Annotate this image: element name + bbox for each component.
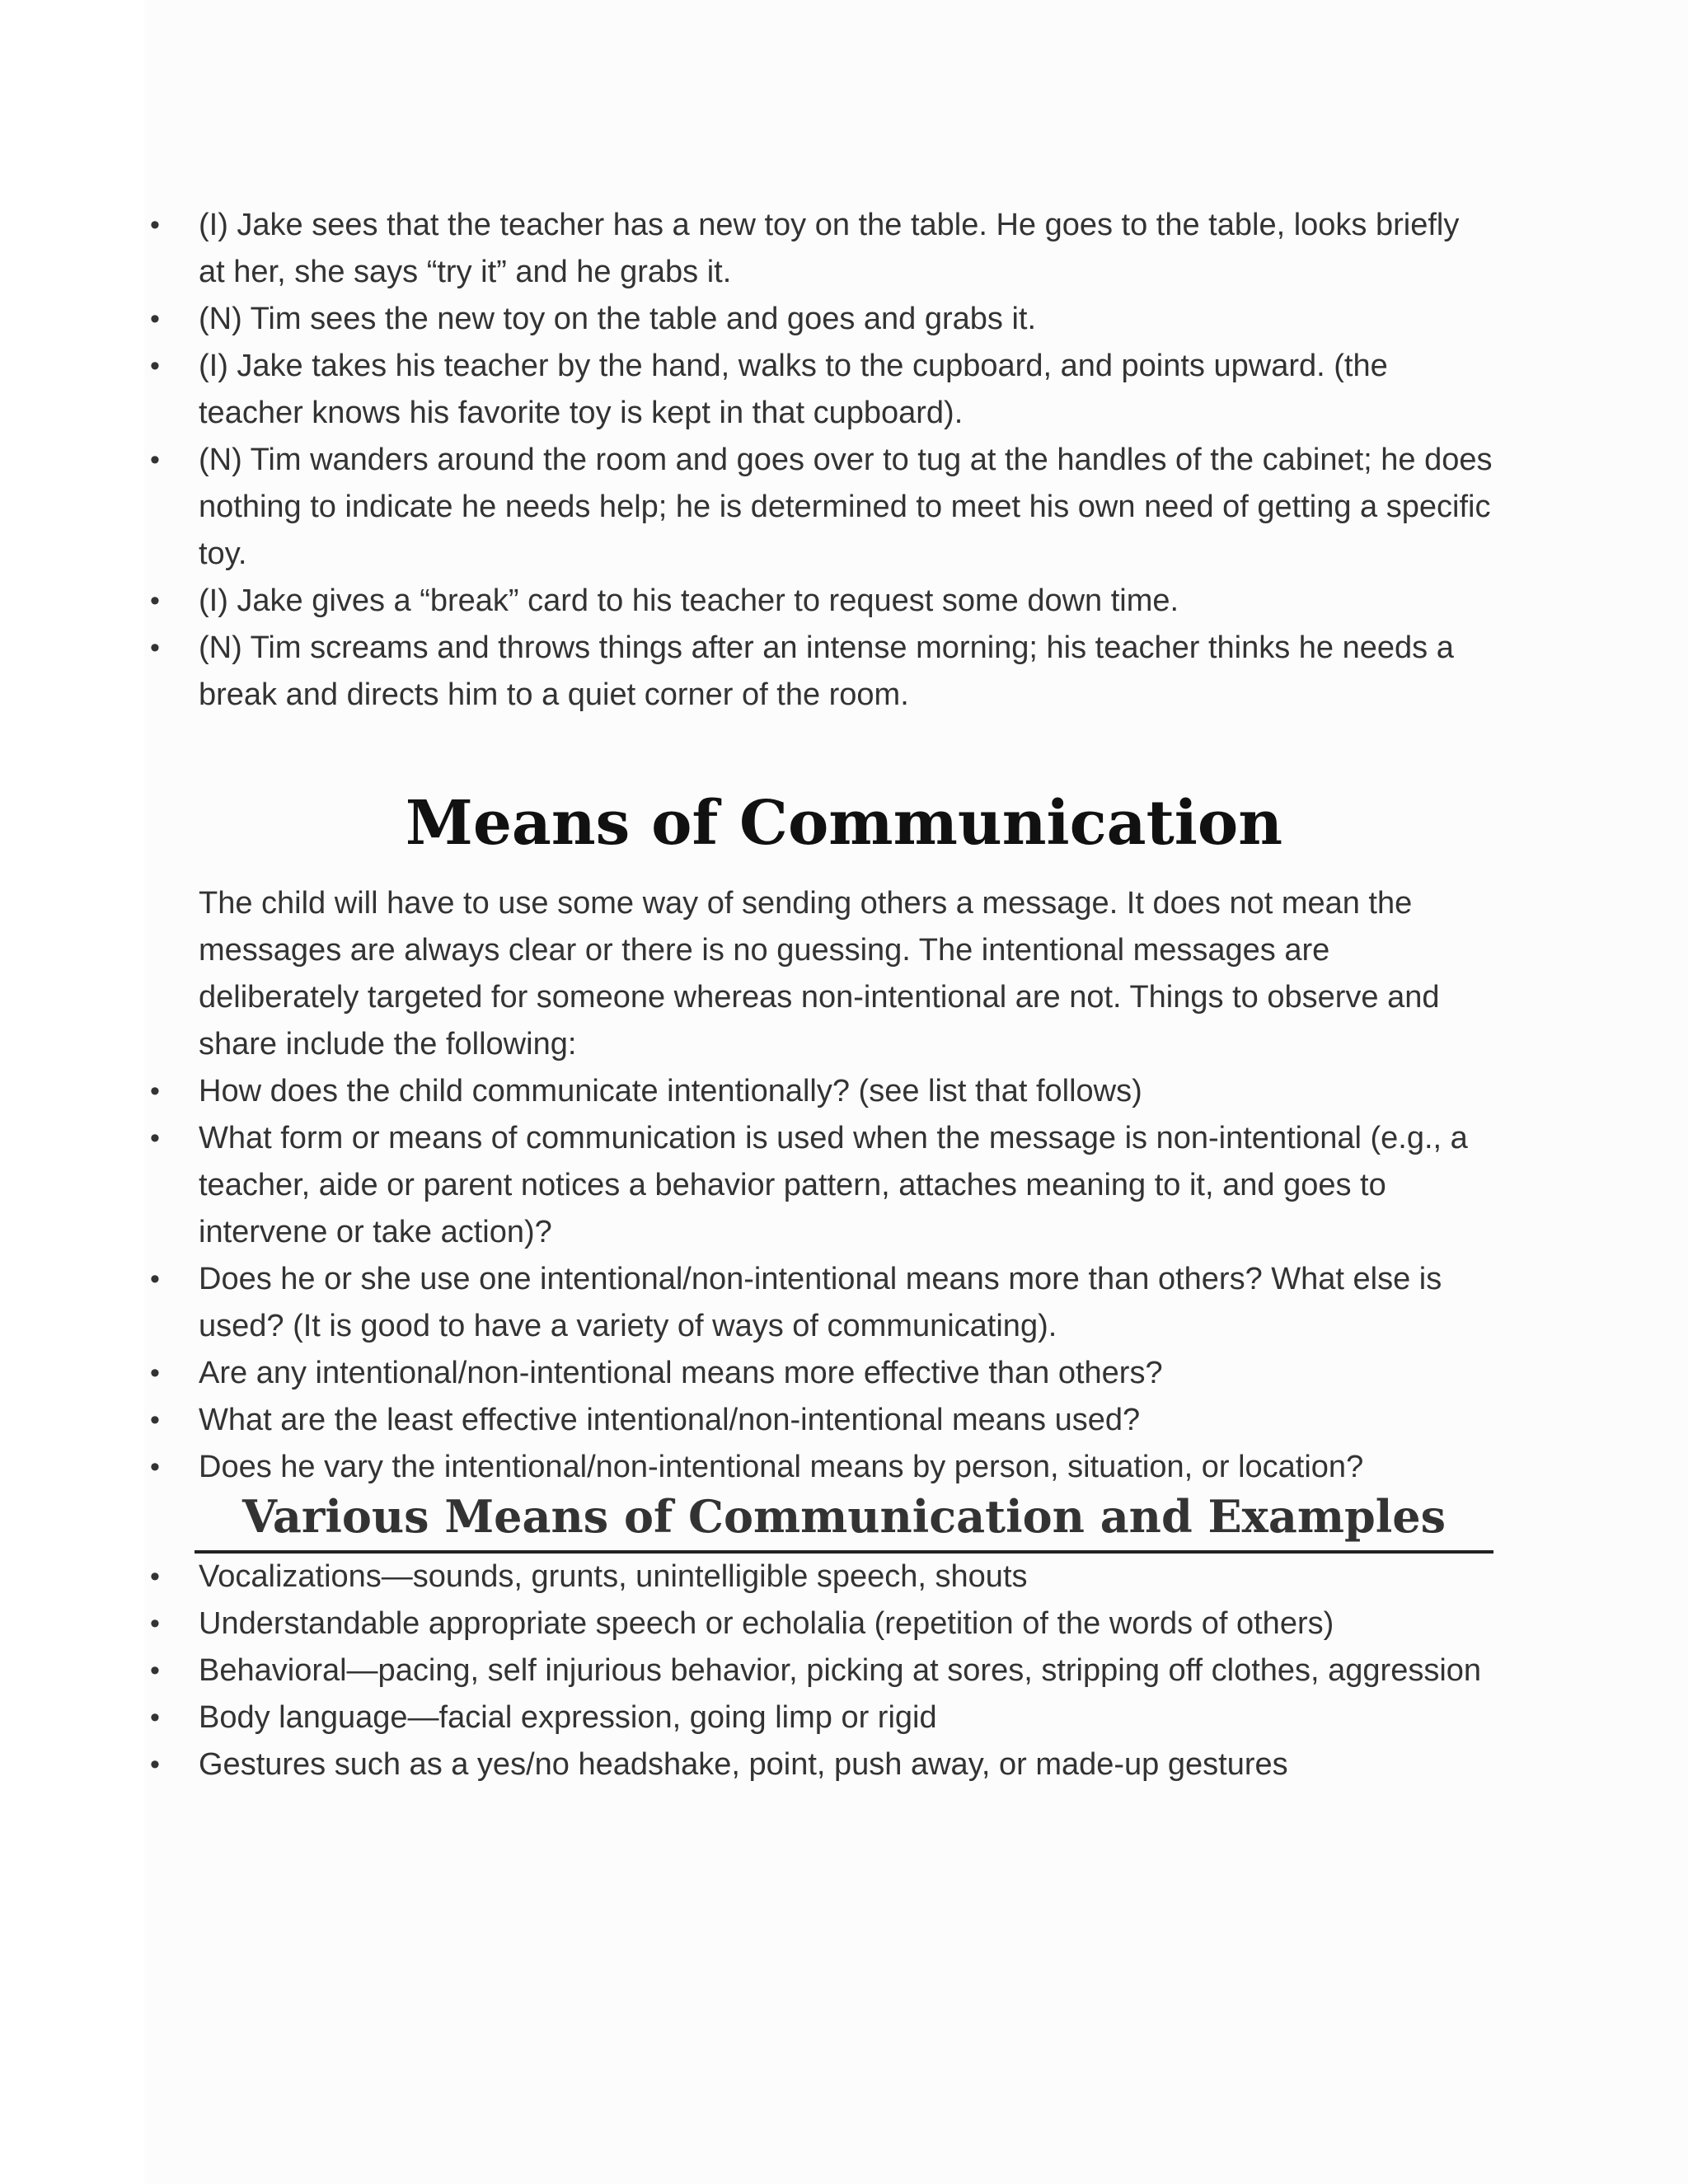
list-item: • What form or means of communication is used when the message is non-intentional (e.g., a teacher, aide or parent notices a behavior pattern, attaches meaning to it, and goes to intervene or take action)? [0, 1115, 1493, 1256]
subsection-heading: Various Means of Communication and Examples [241, 1490, 1447, 1543]
list-item: • Does he or she use one intentional/non-intentional means more than others? What else is used? (It is good to have a variety of ways of communicating). [0, 1256, 1493, 1350]
list-item: • Gestures such as a yes/no headshake, point, push away, or made-up gestures [0, 1741, 1493, 1788]
examples-list [0, 202, 1688, 719]
list-item: • Are any intentional/non-intentional means more effective than others? [0, 1350, 1493, 1397]
list-item: • Understandable appropriate speech or echolalia (repetition of the words of others) [0, 1601, 1493, 1647]
intro-paragraph: The child will have to use some way of sending others a message. It does not mean the messages are always clear or there is no guessing. The intentional messages are deliberately targeted for someone whereas non-intentional are not. Things to observe and share include the following: [199, 886, 1440, 1062]
document-content [0, 202, 1688, 1788]
list-item: • Body language—facial expression, going limp or rigid [0, 1694, 1493, 1741]
list-item: • Behavioral—pacing, self injurious behavior, picking at sores, stripping off clothes, aggression [0, 1647, 1493, 1694]
observation-questions-list [0, 1068, 1688, 1491]
list-item: • (I) Jake takes his teacher by the hand, walks to the cupboard, and points upward. (the teacher knows his favorite toy is kept in that cupboard). [0, 343, 1493, 437]
list-item: • (I) Jake gives a “break” card to his teacher to request some down time. [0, 578, 1493, 625]
list-item: • What are the least effective intentional/non-intentional means used? [0, 1397, 1493, 1444]
list-item: • (I) Jake sees that the teacher has a new toy on the table. He goes to the table, looks briefly at her, she says “try it” and he grabs it. [0, 202, 1493, 296]
means-examples-list [0, 1554, 1688, 1788]
list-item: • How does the child communicate intentionally? (see list that follows) [0, 1068, 1493, 1115]
list-item: • Does he vary the intentional/non-intentional means by person, situation, or location? [0, 1444, 1493, 1491]
section-heading: Means of Communication [405, 788, 1283, 859]
list-item: • (N) Tim wanders around the room and goes over to tug at the handles of the cabinet; he does nothing to indicate he needs help; he is determined to meet his own need of getting a specific toy. [0, 437, 1493, 578]
list-item: • (N) Tim screams and throws things after an intense morning; his teacher thinks he needs a break and directs him to a quiet corner of the room. [0, 625, 1493, 719]
list-item: • (N) Tim sees the new toy on the table and goes and grabs it. [0, 296, 1493, 343]
list-item: • Vocalizations—sounds, grunts, unintelligible speech, shouts [0, 1554, 1493, 1601]
